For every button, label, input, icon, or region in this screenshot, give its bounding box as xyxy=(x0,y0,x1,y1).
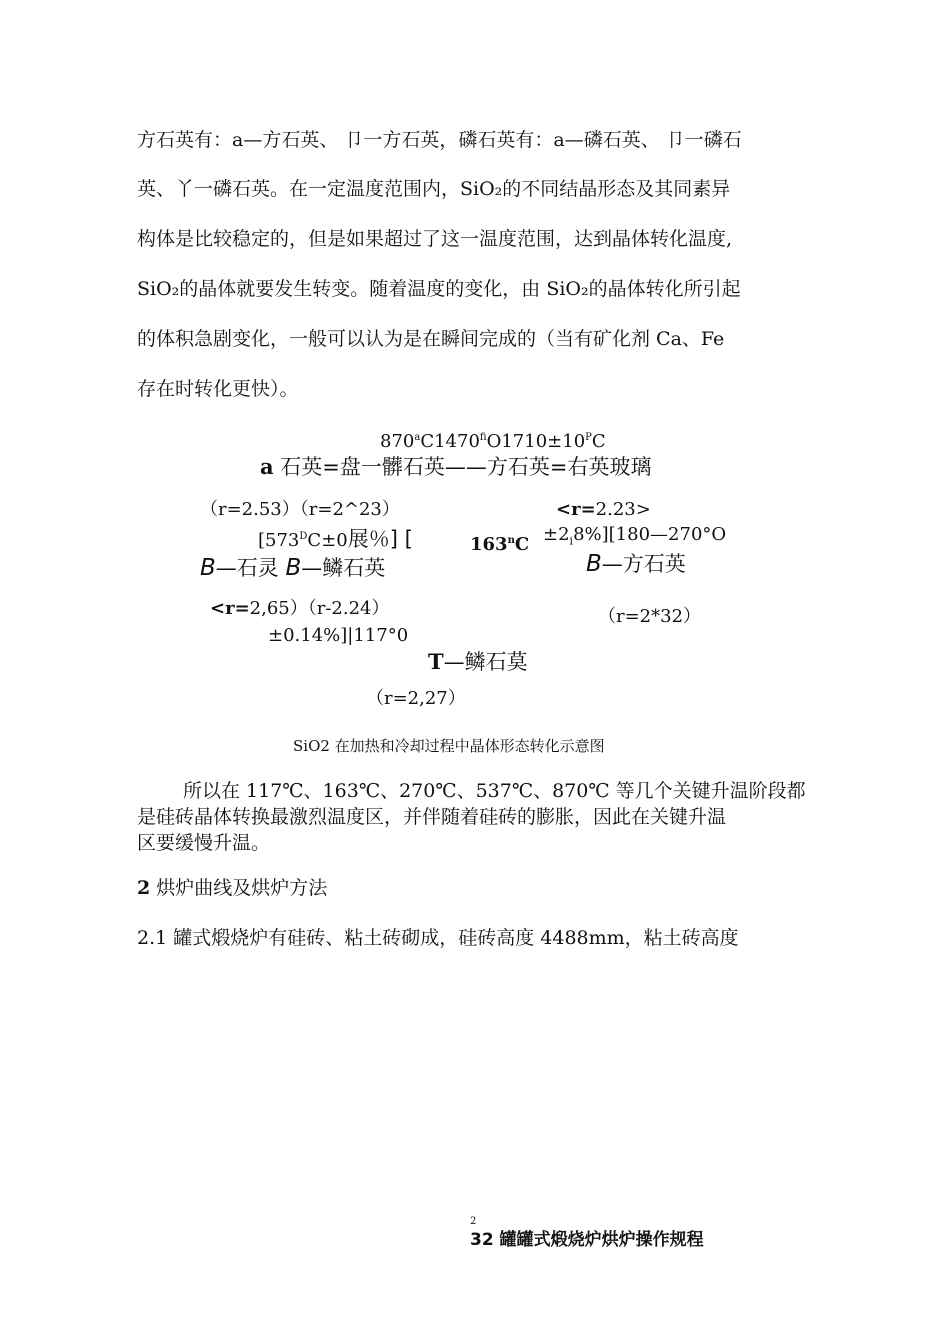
footer-page-number: 2 xyxy=(470,1216,477,1227)
paragraph-2-line-3: 区要缓慢升温。 xyxy=(137,832,271,854)
paragraph-1-line-6: 存在时转化更快）。 xyxy=(137,378,299,400)
section-heading: 2 烘炉曲线及烘炉方法 xyxy=(137,877,328,899)
diagram-main-transition-line: a 石英=盘一髒石英——方石英=右英玻璃 xyxy=(260,454,652,479)
section-text: 2.1 罐式煅烧炉有硅砖、粘土砖砌成，硅砖高度 4488mm，粘土砖高度 xyxy=(137,927,739,949)
diagram-density-right-middle: （r=2*32） xyxy=(598,606,702,627)
diagram-caption: SiO2 在加热和冷却过程中晶体形态转化示意图 xyxy=(293,737,605,755)
diagram-beta-row-right: B—方石英 xyxy=(586,551,686,577)
diagram-density-right-top: <r=2.23> xyxy=(556,499,651,520)
paragraph-1-line-1: 方石英有：a—方石英、 卩一方石英，磷石英有：a—磷石英、 卩一磷石 xyxy=(137,129,742,151)
diagram-density-left-middle: <r=2,65）（r-2.24） xyxy=(210,598,390,619)
diagram-beta-row-left: B—石灵 B—鳞石英 xyxy=(200,555,386,581)
paragraph-1-line-3: 构体是比较稳定的，但是如果超过了这一温度范围，达到晶体转化温度, xyxy=(137,228,733,250)
diagram-expansion-573: [$573^DC\pm 0$展％] [ xyxy=(258,527,413,551)
paragraph-1-line-5: 的体积急剧变化，一般可以认为是在瞬间完成的（当有矿化剂 Ca、Fe xyxy=(137,328,725,350)
paragraph-1-line-2: 英、丫一磷石英。在一定温度范围内，SiO₂的不同结晶形态及其同素异 xyxy=(137,178,731,200)
diagram-density-bottom: （r=2,27） xyxy=(366,688,466,709)
paragraph-1-line-4: SiO₂的晶体就要发生转变。随着温度的变化，由 SiO₂的晶体转化所引起 xyxy=(137,278,741,300)
diagram-expansion-180-270: $\pm 2_i8\%][180—270^\circ O$ xyxy=(543,524,727,548)
diagram-temperature-163: 163$^n$C xyxy=(470,534,530,555)
footer-title: 32 罐罐式煅烧炉烘炉操作规程 xyxy=(470,1230,704,1250)
diagram-gamma-tridymite: T—鳞石莫 xyxy=(428,649,528,674)
diagram-expansion-117: ±0.14%]|117°0 xyxy=(268,625,409,646)
diagram-density-left-top: （r=2.53）（r=2^23） xyxy=(200,499,400,520)
paragraph-2-line-2: 是硅砖晶体转换最激烈温度区，并伴随着硅砖的膨胀，因此在关键升温 xyxy=(137,806,727,828)
diagram-temperatures-top: $870^aC1470^{fi}O1710\pm 10^PC$ xyxy=(380,431,606,452)
paragraph-2-line-1: 所以在 117℃、163℃、270℃、537℃、870℃ 等几个关键升温阶段都 xyxy=(183,780,806,802)
